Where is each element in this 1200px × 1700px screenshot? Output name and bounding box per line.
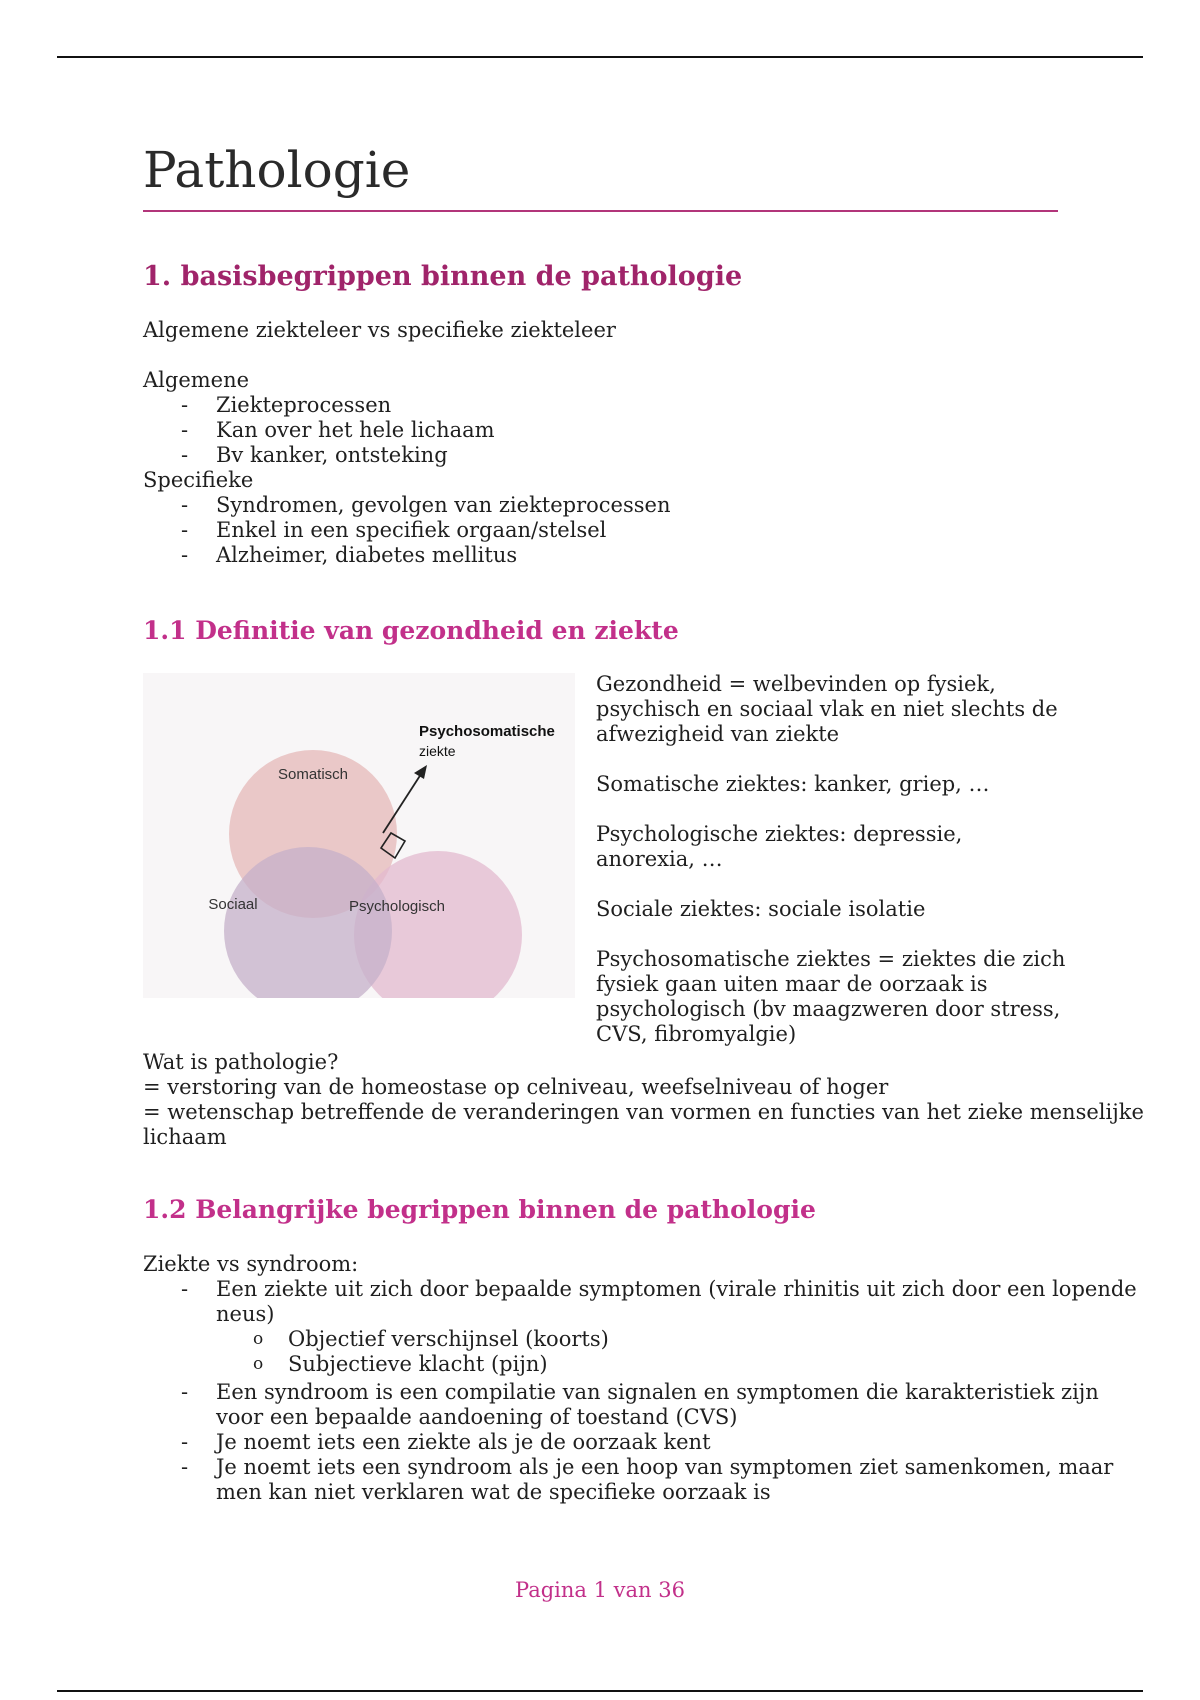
sub-list-item: o Objectief verschijnsel (koorts) xyxy=(143,1327,1137,1352)
psychosomatische-label: Psychosomatische xyxy=(419,723,555,740)
list-item: - Je noemt iets een ziekte als je de oorzaak kent xyxy=(143,1430,1137,1455)
text-line: Gezondheid = welbevinden op fysiek, xyxy=(596,672,996,696)
list-item: - Een syndroom is een compilatie van signalen en symptomen die karakteristiek zijn xyxy=(143,1380,1137,1405)
psychologische-ziektes: Psychologische ziektes: depressie, anorexia, … xyxy=(596,822,963,871)
bottom-rule xyxy=(57,1690,1143,1692)
arrow-head xyxy=(414,765,427,779)
list-item-continuation: voor een bepaalde aandoening of toestand (CVS) xyxy=(216,1405,738,1429)
top-rule xyxy=(57,56,1143,58)
page-number-footer: Pagina 1 van 36 xyxy=(515,1578,685,1602)
section-1-body xyxy=(143,318,670,568)
text-line: Psychosomatische ziektes = ziektes die zich xyxy=(596,947,1066,971)
sociaal-label: Sociaal xyxy=(208,896,258,913)
algemene-label: Algemene xyxy=(143,368,250,392)
definitions-column xyxy=(596,672,1066,1072)
section-1-2-heading: 1.2 Belangrijke begrippen binnen de pathologie xyxy=(143,1195,816,1224)
list-item: - Ziekteprocessen xyxy=(143,393,670,418)
list-item: - Kan over het hele lichaam xyxy=(143,418,670,443)
text-line: fysiek gaan uiten maar de oorzaak is xyxy=(596,972,988,996)
section-1-1-heading: 1.1 Definitie van gezondheid en ziekte xyxy=(143,616,679,645)
venn-svg xyxy=(143,673,575,998)
list-item-continuation: men kan niet verklaren wat de specifieke oorzaak is xyxy=(216,1480,771,1504)
psychosomatische-ziektes xyxy=(596,947,1066,1047)
intro-text: Algemene ziekteleer vs specifieke ziekteleer xyxy=(143,318,616,342)
list-item: - Je noemt iets een syndroom als je een hoop van symptomen ziet samenkomen, maar xyxy=(143,1455,1137,1480)
list-item: - Alzheimer, diabetes mellitus xyxy=(143,543,670,568)
list-item: - Een ziekte uit zich door bepaalde symptomen (virale rhinitis uit zich door een lopende xyxy=(143,1277,1137,1302)
page-title: Pathologie xyxy=(143,140,1058,212)
gezondheid-definition xyxy=(596,672,1066,747)
somatisch-label: Somatisch xyxy=(277,766,349,783)
ziekte-vs-syndroom-label: Ziekte vs syndroom: xyxy=(143,1252,359,1276)
list-item: - Enkel in een specifiek orgaan/stelsel xyxy=(143,518,670,543)
text-line: CVS, fibromyalgie) xyxy=(596,1022,797,1046)
text-line: psychologisch (bv maagzweren door stress, xyxy=(596,997,1061,1021)
specifieke-label: Specifieke xyxy=(143,468,254,492)
sociale-ziektes: Sociale ziektes: sociale isolatie xyxy=(596,897,926,921)
psychologisch-label: Psychologisch xyxy=(349,898,445,915)
section-1-heading: 1. basisbegrippen binnen de pathologie xyxy=(143,261,743,292)
sub-list-item: o Subjectieve klacht (pijn) xyxy=(143,1352,1137,1377)
list-item-continuation: neus) xyxy=(216,1302,275,1326)
list-item: - Bv kanker, ontsteking xyxy=(143,443,670,468)
venn-diagram xyxy=(143,673,575,998)
text-line: afwezigheid van ziekte xyxy=(596,722,840,746)
wat-is-line: = wetenschap betreffende de veranderingen van vormen en functies van het zieke menselijke xyxy=(143,1100,1144,1124)
text-line: psychisch en sociaal vlak en niet slechts de xyxy=(596,697,1058,721)
somatische-ziektes: Somatische ziektes: kanker, griep, … xyxy=(596,772,990,796)
section-1-2-body xyxy=(143,1252,1137,1505)
ziekte-label: ziekte xyxy=(419,743,456,759)
wat-is-line: lichaam xyxy=(143,1125,227,1149)
wat-is-line: = verstoring van de homeostase op celniveau, weefselniveau of hoger xyxy=(143,1075,889,1099)
list-item: - Syndromen, gevolgen van ziekteprocessen xyxy=(143,493,670,518)
wat-is-line: Wat is pathologie? xyxy=(143,1050,339,1074)
